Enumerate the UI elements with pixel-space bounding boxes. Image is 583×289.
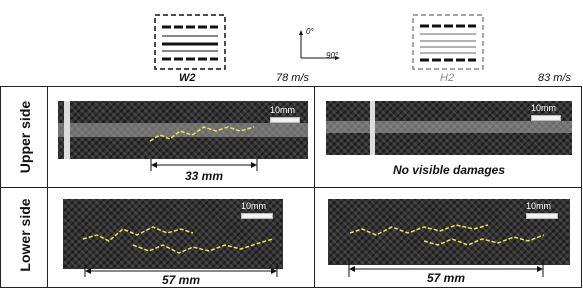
scale-label: 10mm <box>241 201 267 211</box>
impact-speed-w2: 78 m/s <box>276 72 310 84</box>
layup-schematic-w2 <box>154 14 226 70</box>
layup-schematic-h2 <box>412 14 484 70</box>
row-label-upper: Upper side <box>17 100 33 174</box>
dimension-line-lower-h2 <box>1 87 581 287</box>
layup-label-w2: W2 <box>179 72 196 84</box>
layup-w2-graphic <box>154 14 226 70</box>
damage-length-lower-h2: 57 mm <box>426 271 466 285</box>
scale-label: 10mm <box>531 103 557 113</box>
damage-length-lower-w2: 57 mm <box>161 273 201 287</box>
axis-label-90: 90° <box>326 51 339 60</box>
impact-speed-h2: 83 m/s <box>538 72 572 84</box>
no-damage-note: No visible damages <box>392 163 506 177</box>
layup-label-h2: H2 <box>440 72 455 84</box>
scale-label: 10mm <box>526 201 552 211</box>
damage-length-upper-w2: 33 mm <box>184 169 224 183</box>
results-grid <box>0 86 582 288</box>
axis-label-0: 0° <box>306 27 314 36</box>
layup-h2-graphic <box>412 14 484 70</box>
scale-label: 10mm <box>270 105 296 115</box>
row-label-lower: Lower side <box>17 198 33 272</box>
